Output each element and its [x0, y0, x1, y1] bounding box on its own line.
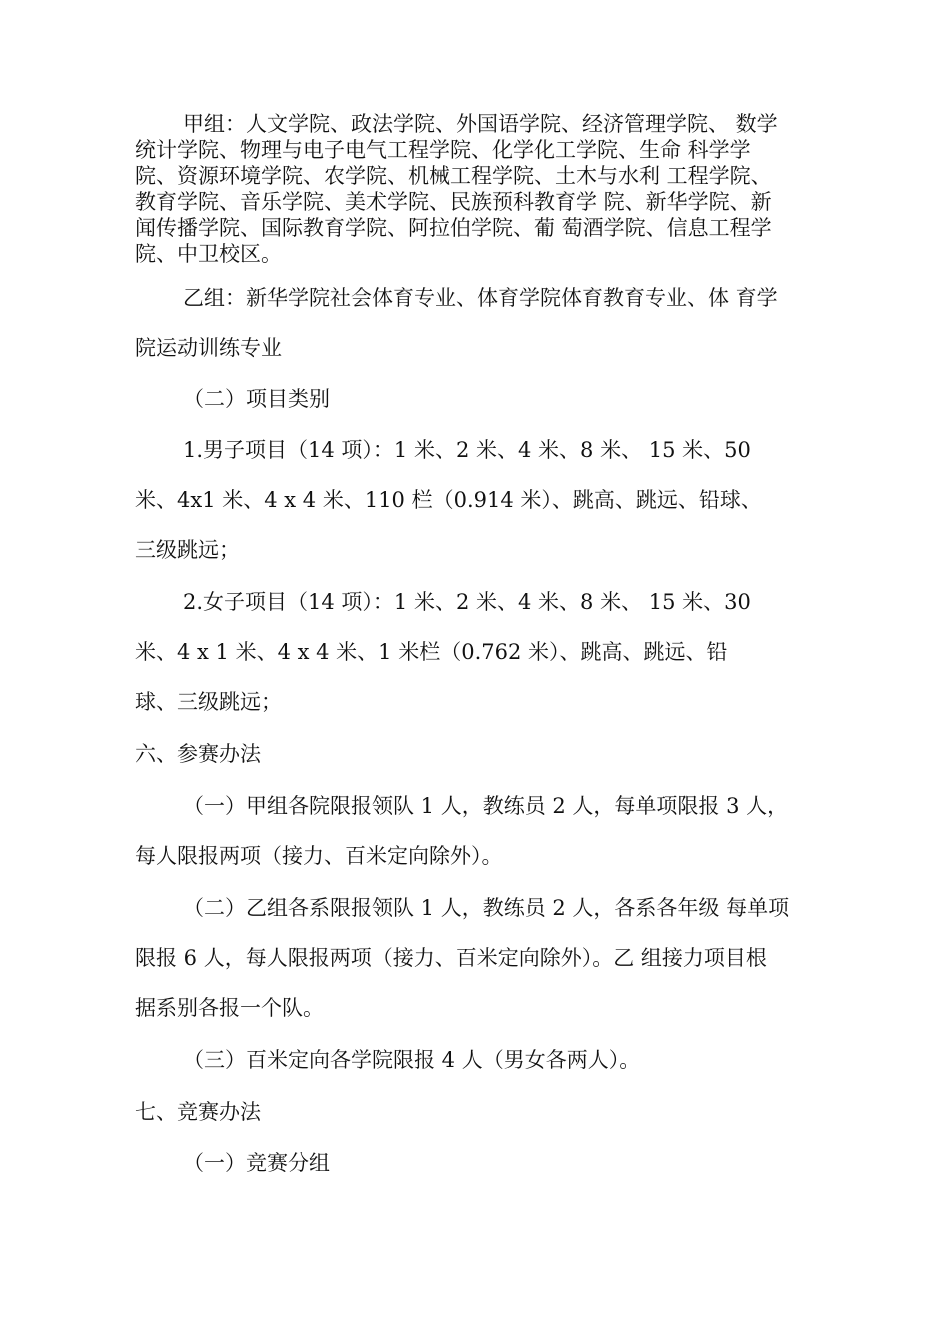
heading-section-7 — [135, 1096, 821, 1126]
text-line: 甲组：人文学院、政法学院、外国语学院、经济管理学院、 数学 — [183, 112, 778, 136]
text-line: 2.女子项目（14 项）：1 米、2 米、4 米、8 米、 15 米、30 — [183, 590, 751, 614]
text-line: （二）项目类别 — [183, 387, 330, 411]
paragraph-men-events — [135, 434, 821, 564]
text-line: 统计学院、物理与电子电气工程学院、化学化工学院、生命 科学学 — [135, 138, 751, 162]
paragraph-group-yi — [135, 282, 821, 362]
text-line: （一）竞赛分组 — [183, 1151, 330, 1175]
text-line: （三）百米定向各学院限报 4 人（男女各两人）。 — [183, 1048, 641, 1072]
paragraph-group-jia — [135, 108, 821, 268]
text-line: 院、中卫校区。 — [135, 242, 282, 266]
text-line: 球、三级跳远； — [135, 690, 282, 714]
text-line: 米、4 x 1 米、4 x 4 米、1 米栏（0.762 米）、跳高、跳远、铅 — [135, 640, 728, 664]
text-line: 教育学院、音乐学院、美术学院、民族预科教育学 院、新华学院、新 — [135, 190, 772, 214]
text-line: 闻传播学院、国际教育学院、阿拉伯学院、葡 萄酒学院、信息工程学 — [135, 216, 772, 240]
paragraph-rule-2 — [135, 892, 821, 1022]
subheading-competition-groups — [135, 1147, 821, 1177]
text-line: 1.男子项目（14 项）：1 米、2 米、4 米、8 米、 15 米、50 — [183, 438, 751, 462]
text-line: 院、资源环境学院、农学院、机械工程学院、土木与水利 工程学院、 — [135, 164, 772, 188]
text-line: （二）乙组各系限报领队 1 人，教练员 2 人，各系各年级 每单项 — [183, 896, 790, 920]
text-line: 每人限报两项（接力、百米定向除外）。 — [135, 844, 503, 868]
text-line: 三级跳远； — [135, 538, 240, 562]
text-line: 院运动训练专业 — [135, 336, 282, 360]
text-line: 乙组：新华学院社会体育专业、体育学院体育教育专业、体 育学 — [183, 286, 778, 310]
heading-section-6 — [135, 738, 821, 768]
text-line: 七、竞赛办法 — [135, 1100, 261, 1124]
text-line: 米、4x1 米、4 x 4 米、110 栏（0.914 米）、跳高、跳远、铅球、 — [135, 488, 762, 512]
text-line: 据系别各报一个队。 — [135, 996, 324, 1020]
text-line: 限报 6 人，每人限报两项（接力、百米定向除外）。乙 组接力项目根 — [135, 946, 767, 970]
text-line: 六、参赛办法 — [135, 742, 261, 766]
text-line: （一）甲组各院限报领队 1 人，教练员 2 人，每单项限报 3 人， — [183, 794, 789, 818]
paragraph-women-events — [135, 586, 821, 716]
section-title — [135, 383, 821, 413]
paragraph-rule-3 — [135, 1044, 821, 1074]
paragraph-rule-1 — [135, 790, 821, 870]
